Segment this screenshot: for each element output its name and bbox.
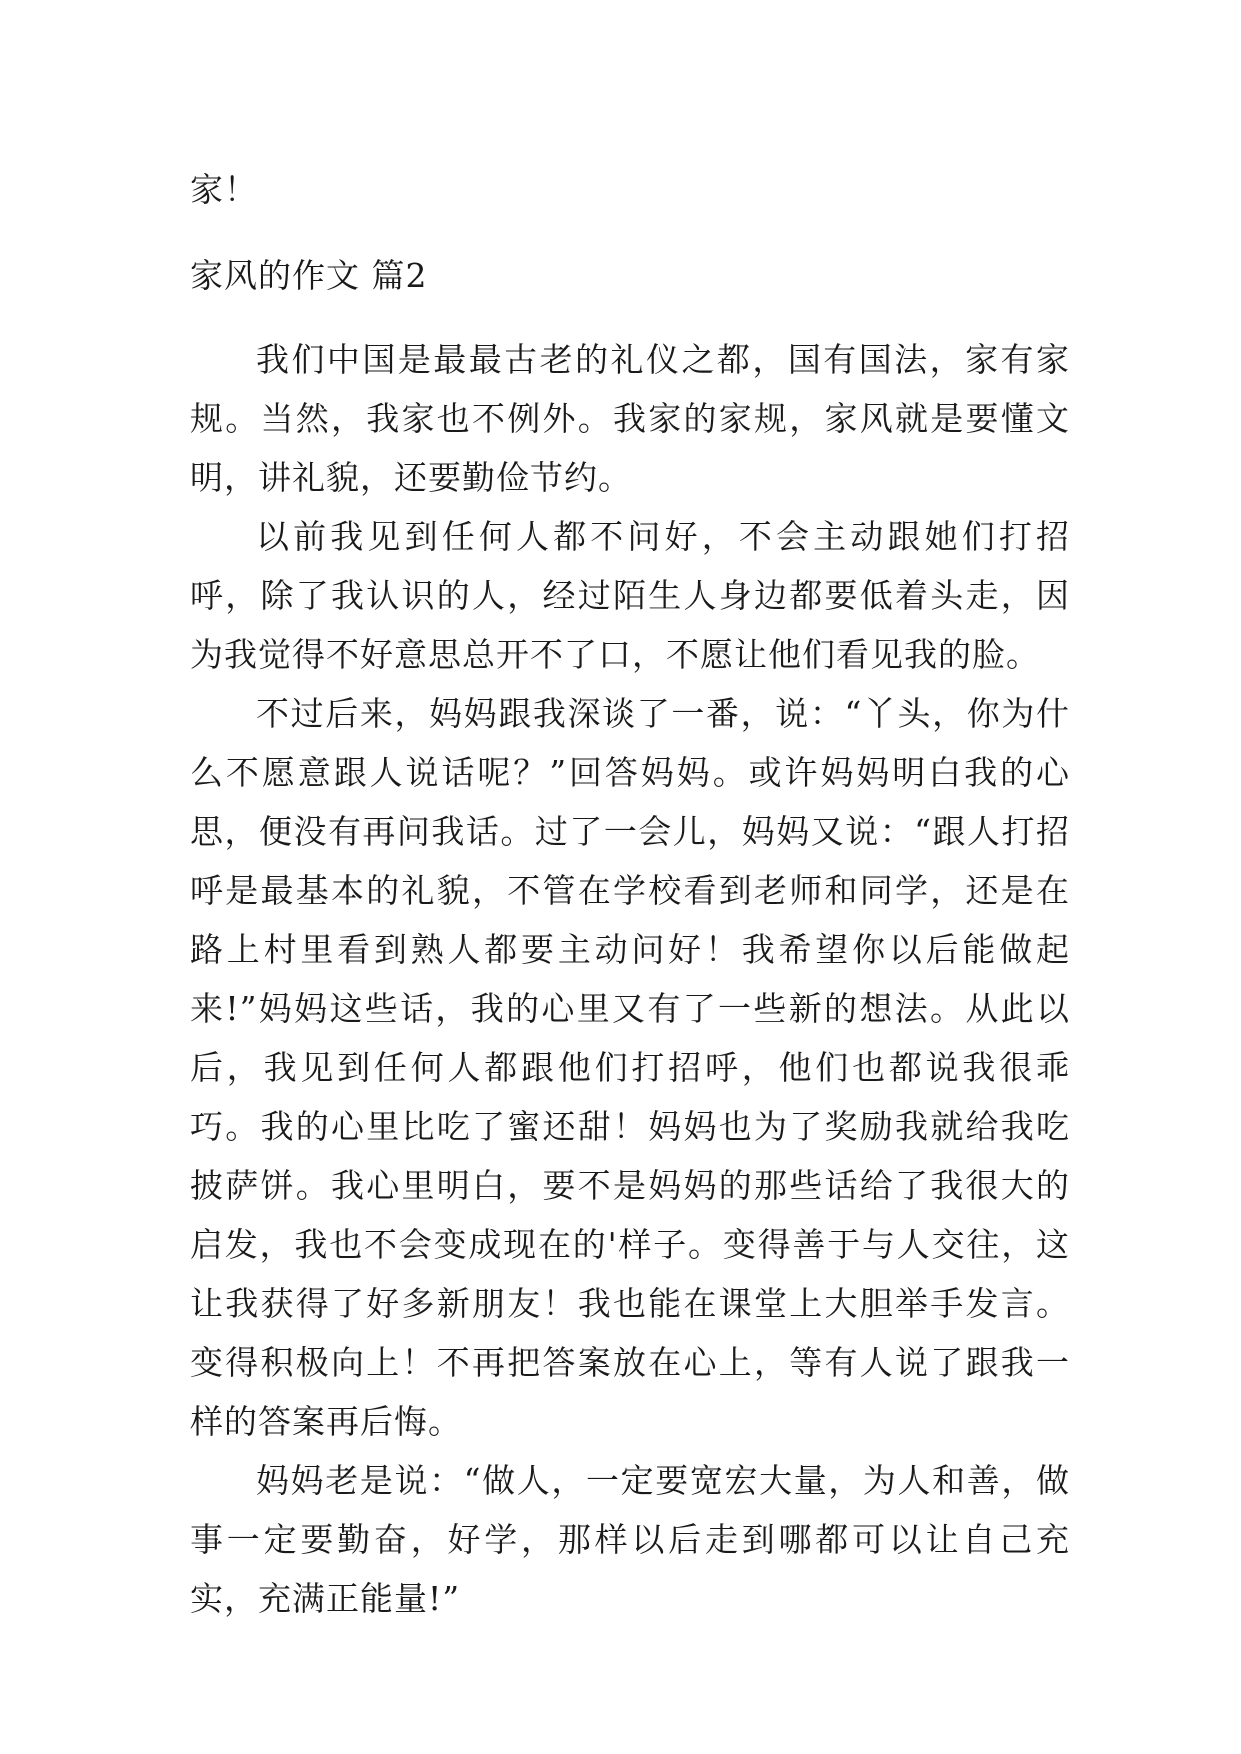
paragraph-2: 以前我见到任何人都不问好，不会主动跟她们打招呼，除了我认识的人，经过陌生人身边都要低着头走，因为我觉得不好意思总开不了口，不愿让他们看见我的脸。 bbox=[190, 517, 1070, 674]
continuation-fragment: 家！ bbox=[190, 170, 258, 209]
paragraph-1: 我们中国是最最古老的礼仪之都，国有国法，家有家规。当然，我家也不例外。我家的家规，家风就是要懂文明，讲礼貌，还要勤俭节约。 bbox=[190, 340, 1070, 497]
paragraph-3: 不过后来，妈妈跟我深谈了一番，说：“丫头，你为什么不愿意跟人说话呢？”回答妈妈。或许妈妈明白我的心思，便没有再问我话。过了一会儿，妈妈又说：“跟人打招呼是最基本的礼貌，不管在学校看到老师和同学，还是在路上村里看到熟人都要主动问好！我希望你以后能做起来!”妈妈这些话，我的心里又有了一些新的想法。从此以后，我见到任何人都跟他们打招呼，他们也都说我很乖巧。我的心里比吃了蜜还甜！妈妈也为了奖励我就给我吃披萨饼。我心里明白，要不是妈妈的那些话给了我很大的启发，我也不会变成现在的'样子。变得善于与人交往，这让我获得了好多新朋友！我也能在课堂上大胆举手发言。变得积极向上！不再把答案放在心上，等有人说了跟我一样的答案再后悔。 bbox=[190, 694, 1070, 1441]
essay-body bbox=[190, 330, 1070, 1628]
paragraph-4: 妈妈老是说：“做人，一定要宽宏大量，为人和善，做事一定要勤奋，好学，那样以后走到哪都可以让自己充实，充满正能量!” bbox=[190, 1461, 1070, 1618]
essay-heading: 家风的作文 篇2 bbox=[190, 256, 428, 295]
